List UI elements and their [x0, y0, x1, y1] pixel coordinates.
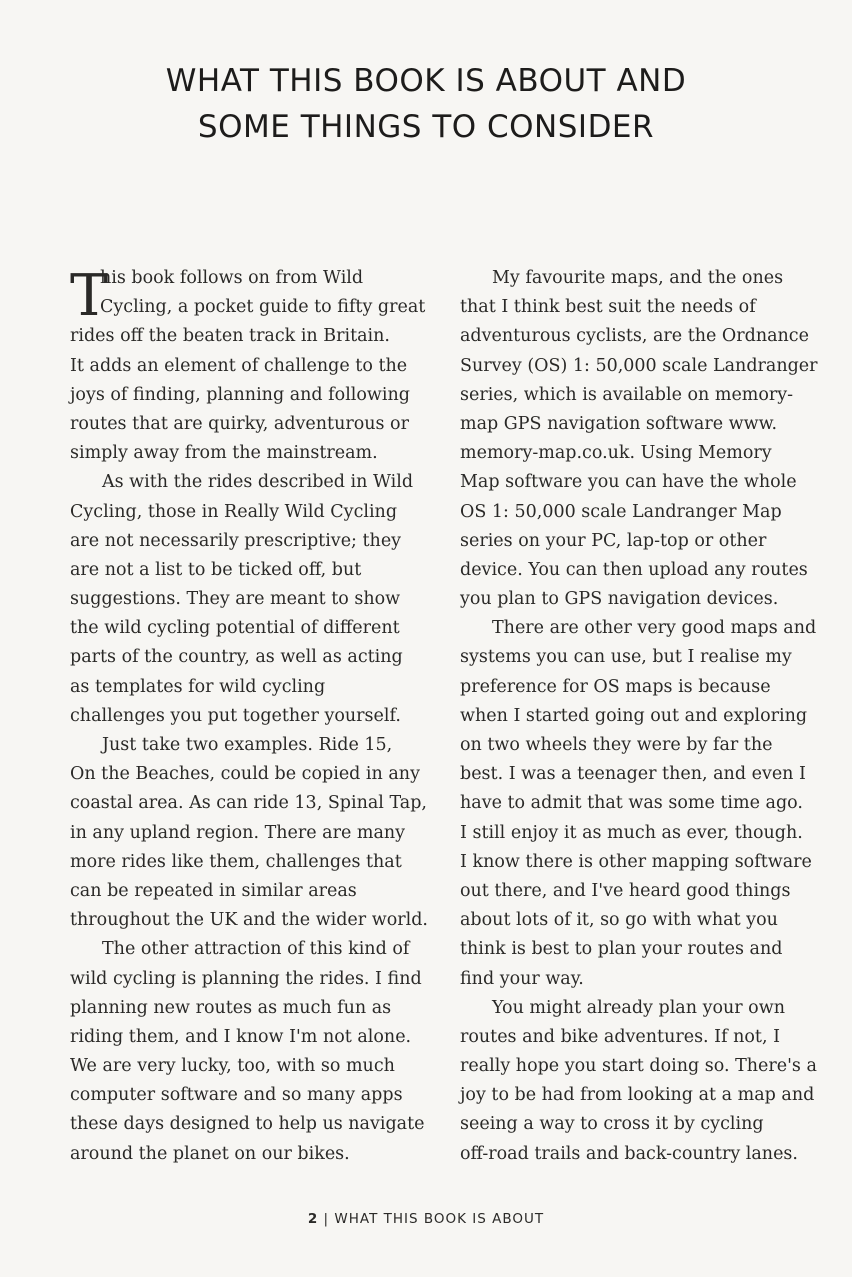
- text-line: find your way.: [460, 968, 584, 989]
- text-line: more rides like them, challenges that: [70, 851, 402, 872]
- text-line: suggestions. They are meant to show: [70, 589, 401, 610]
- text-line: Survey (OS) 1: 50,000 scale Landranger: [460, 355, 818, 376]
- text-line: when I started going out and exploring: [460, 705, 808, 726]
- text-line: out there, and I've heard good things: [460, 880, 791, 901]
- text-line: Cycling, a pocket guide to fifty great: [100, 297, 426, 318]
- text-line: around the planet on our bikes.: [70, 1143, 350, 1164]
- page-number: 2: [307, 1211, 319, 1227]
- text-line: riding them, and I know I'm not alone.: [70, 1026, 412, 1047]
- text-line: computer software and so many apps: [70, 1085, 403, 1106]
- text-line: I know there is other mapping software: [460, 851, 812, 872]
- text-line: really hope you start doing so. There's a: [460, 1056, 817, 1077]
- running-footer: [0, 1211, 852, 1227]
- drop-cap: T: [70, 263, 109, 329]
- text-line: adventurous cyclists, are the Ordnance: [460, 326, 809, 347]
- text-line: throughout the UK and the wider world.: [70, 910, 428, 931]
- text-line: simply away from the mainstream.: [70, 443, 378, 464]
- text-line: It adds an element of challenge to the: [70, 355, 408, 376]
- text-line: wild cycling is planning the rides. I find: [70, 968, 422, 989]
- text-line: memory-map.co.uk. Using Memory: [460, 443, 772, 464]
- text-line: We are very lucky, too, with so much: [70, 1056, 395, 1077]
- text-line: systems you can use, but I realise my: [460, 647, 792, 668]
- text-line: that I think best suit the needs of: [460, 297, 756, 318]
- text-line: in any upland region. There are many: [70, 822, 406, 843]
- title-line-1: WHAT THIS BOOK IS ABOUT AND: [165, 63, 687, 99]
- text-line: challenges you put together yourself.: [70, 705, 401, 726]
- text-line: I still enjoy it as much as ever, though.: [460, 822, 803, 843]
- text-line: device. You can then upload any routes: [460, 559, 808, 580]
- text-line: Cycling, those in Really Wild Cycling: [70, 501, 398, 522]
- text-line: can be repeated in similar areas: [70, 880, 357, 901]
- text-line: OS 1: 50,000 scale Landranger Map: [460, 501, 782, 522]
- text-line: joy to be had from looking at a map and: [460, 1085, 815, 1106]
- text-line: parts of the country, as well as acting: [70, 647, 403, 668]
- left-text-column: [70, 264, 445, 1169]
- text-line: You might already plan your own: [492, 997, 785, 1018]
- text-line: are not a list to be ticked off, but: [70, 559, 362, 580]
- text-line: are not necessarily prescriptive; they: [70, 530, 402, 551]
- text-line: think is best to plan your routes and: [460, 939, 783, 960]
- title-line-2: SOME THINGS TO CONSIDER: [197, 109, 655, 145]
- text-line: you plan to GPS navigation devices.: [460, 589, 779, 610]
- text-line: Map software you can have the whole: [460, 472, 797, 493]
- text-line: best. I was a teenager then, and even I: [460, 764, 806, 785]
- footer-separator: |: [323, 1211, 330, 1227]
- page-title: [0, 58, 852, 150]
- text-line: series on your PC, lap-top or other: [460, 530, 767, 551]
- text-line: about lots of it, so go with what you: [460, 910, 778, 931]
- text-line: series, which is available on memory-: [460, 384, 794, 405]
- text-line: have to admit that was some time ago.: [460, 793, 803, 814]
- text-line: rides off the beaten track in Britain.: [70, 326, 390, 347]
- text-line: routes and bike adventures. If not, I: [460, 1026, 781, 1047]
- text-line: As with the rides described in Wild: [102, 472, 414, 493]
- text-line: these days designed to help us navigate: [70, 1114, 425, 1135]
- text-line: preference for OS maps is because: [460, 676, 771, 697]
- text-line: off-road trails and back-country lanes.: [460, 1143, 798, 1164]
- right-text-column: [460, 264, 830, 1169]
- text-line: map GPS navigation software www.: [460, 413, 778, 434]
- text-line: Just take two examples. Ride 15,: [102, 735, 393, 755]
- text-line: On the Beaches, could be copied in any: [70, 764, 420, 785]
- text-line: There are other very good maps and: [492, 618, 817, 639]
- footer-section-title: WHAT THIS BOOK IS ABOUT: [334, 1211, 545, 1227]
- text-line: planning new routes as much fun as: [70, 997, 392, 1018]
- text-line: joys of finding, planning and following: [70, 384, 410, 405]
- text-line: coastal area. As can ride 13, Spinal Tap,: [70, 793, 427, 814]
- text-line: his book follows on from Wild: [100, 268, 364, 288]
- text-line: on two wheels they were by far the: [460, 735, 773, 755]
- text-line: as templates for wild cycling: [70, 676, 326, 697]
- text-line: The other attraction of this kind of: [102, 939, 410, 960]
- text-line: routes that are quirky, adventurous or: [70, 413, 409, 434]
- text-line: seeing a way to cross it by cycling: [460, 1114, 764, 1135]
- text-line: My favourite maps, and the ones: [492, 268, 784, 288]
- text-line: the wild cycling potential of different: [70, 618, 400, 639]
